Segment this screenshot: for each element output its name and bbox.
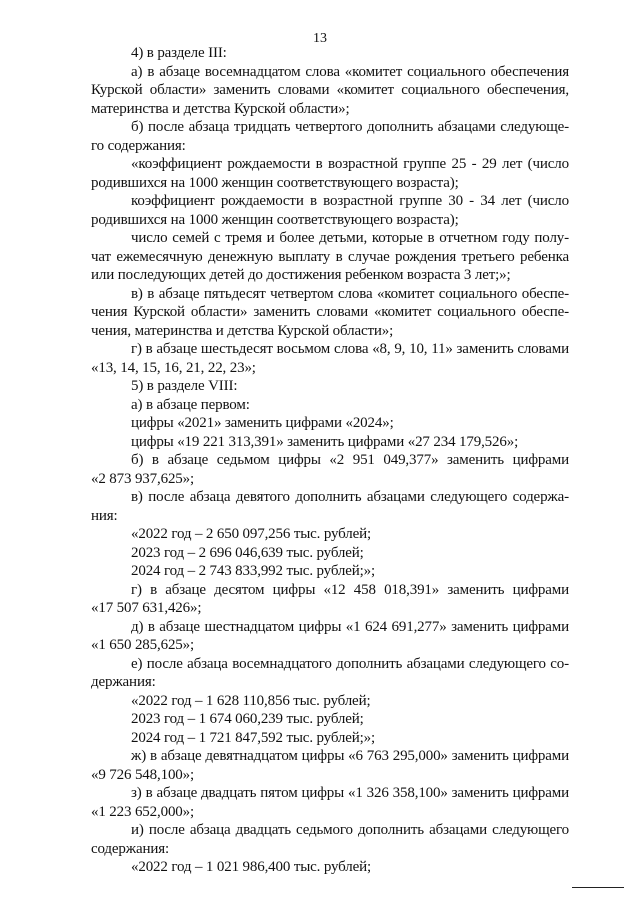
text-line: «2022 год – 2 650 097,256 тыс. рублей; — [131, 526, 372, 542]
text-line: а) в абзаце первом: — [131, 396, 250, 413]
text-line: 2024 год – 2 743 833,992 тыс. рублей;»; — [131, 563, 376, 579]
text-line: родившихся на 1000 женщин соответствующего возраста); — [91, 211, 459, 228]
text-line: «17 507 631,426»; — [91, 600, 202, 616]
text-line: в) в абзаце пятьдесят четвертом слова «комитет социального обеспе- — [131, 285, 569, 302]
text-line: 5) в разделе VIII: — [131, 378, 238, 394]
text-line: д) в абзаце шестнадцатом цифры «1 624 691,277» заменить цифрами — [131, 618, 569, 635]
text-line: г) в абзаце десятом цифры «12 458 018,391» заменить цифрами — [131, 581, 569, 598]
text-line: г) в абзаце шестьдесят восьмом слова «8, 9, 10, 11» заменить словами — [131, 341, 569, 357]
text-line: е) после абзаца восемнадцатого дополнить абзацами следующего со- — [131, 655, 569, 672]
text-line: «1 223 652,000»; — [91, 803, 195, 820]
text-line: число семей с тремя и более детьми, которые в отчетном году полу- — [131, 230, 569, 246]
text-line: «9 726 548,100»; — [91, 766, 195, 783]
text-line: а) в абзаце восемнадцатом слова «комитет социального обеспечения — [131, 63, 569, 80]
text-line: «2022 год – 1 021 986,400 тыс. рублей; — [131, 859, 372, 875]
text-line: родившихся на 1000 женщин соответствующего возраста); — [91, 174, 459, 191]
text-line: ния: — [91, 507, 118, 524]
text-line: чения, материнства и детства Курской области»; — [91, 322, 394, 339]
text-line: держания: — [91, 674, 156, 690]
text-line: б) в абзаце седьмом цифры «2 951 049,377» заменить цифрами — [131, 452, 569, 468]
text-line: з) в абзаце двадцать пятом цифры «1 326 358,100» заменить цифрами — [131, 785, 569, 801]
text-line: в) после абзаца девятого дополнить абзацами следующего содержа- — [131, 489, 569, 505]
text-line: чат ежемесячную денежную выплату в случае рождения третьего ребенка — [91, 248, 569, 265]
text-line: 2024 год – 1 721 847,592 тыс. рублей;»; — [131, 729, 376, 746]
text-line: 2023 год – 2 696 046,639 тыс. рублей; — [131, 544, 364, 561]
text-line: «13, 14, 15, 16, 21, 22, 23»; — [91, 359, 256, 376]
text-line: 4) в разделе III: — [131, 45, 227, 61]
text-line: «2022 год – 1 628 110,856 тыс. рублей; — [131, 692, 371, 709]
text-line: чения Курской области» заменить словами «комитет социального обеспе- — [91, 304, 569, 320]
text-line: содержания: — [91, 840, 170, 857]
text-line: или последующих детей до достижения ребенком возраста 3 лет;»; — [91, 267, 511, 283]
text-line: б) после абзаца тридцать четвертого дополнить абзацами следующе- — [131, 119, 569, 135]
text-line: коэффициент рождаемости в возрастной группе 30 - 34 лет (число — [131, 193, 569, 209]
text-line: го содержания: — [91, 137, 186, 154]
text-line: ж) в абзаце девятнадцатом цифры «6 763 295,000» заменить цифрами — [131, 748, 569, 764]
footer-rule — [572, 887, 624, 888]
text-line: и) после абзаца двадцать седьмого дополнить абзацами следующего — [131, 822, 569, 838]
document-body — [91, 44, 569, 877]
text-line: 2023 год – 1 674 060,239 тыс. рублей; — [131, 711, 364, 727]
text-line: «1 650 285,625»; — [91, 637, 195, 653]
text-line: материнства и детства Курской области»; — [91, 100, 350, 117]
text-line: цифры «2021» заменить цифрами «2024»; — [131, 415, 394, 431]
page-number: 13 — [313, 31, 327, 46]
text-line: Курской области» заменить словами «комитет социального обеспечения, — [91, 82, 569, 98]
text-line: «коэффициент рождаемости в возрастной группе 25 - 29 лет (число — [131, 156, 569, 172]
text-line: цифры «19 221 313,391» заменить цифрами «27 234 179,526»; — [131, 433, 519, 450]
text-line: «2 873 937,625»; — [91, 470, 195, 487]
